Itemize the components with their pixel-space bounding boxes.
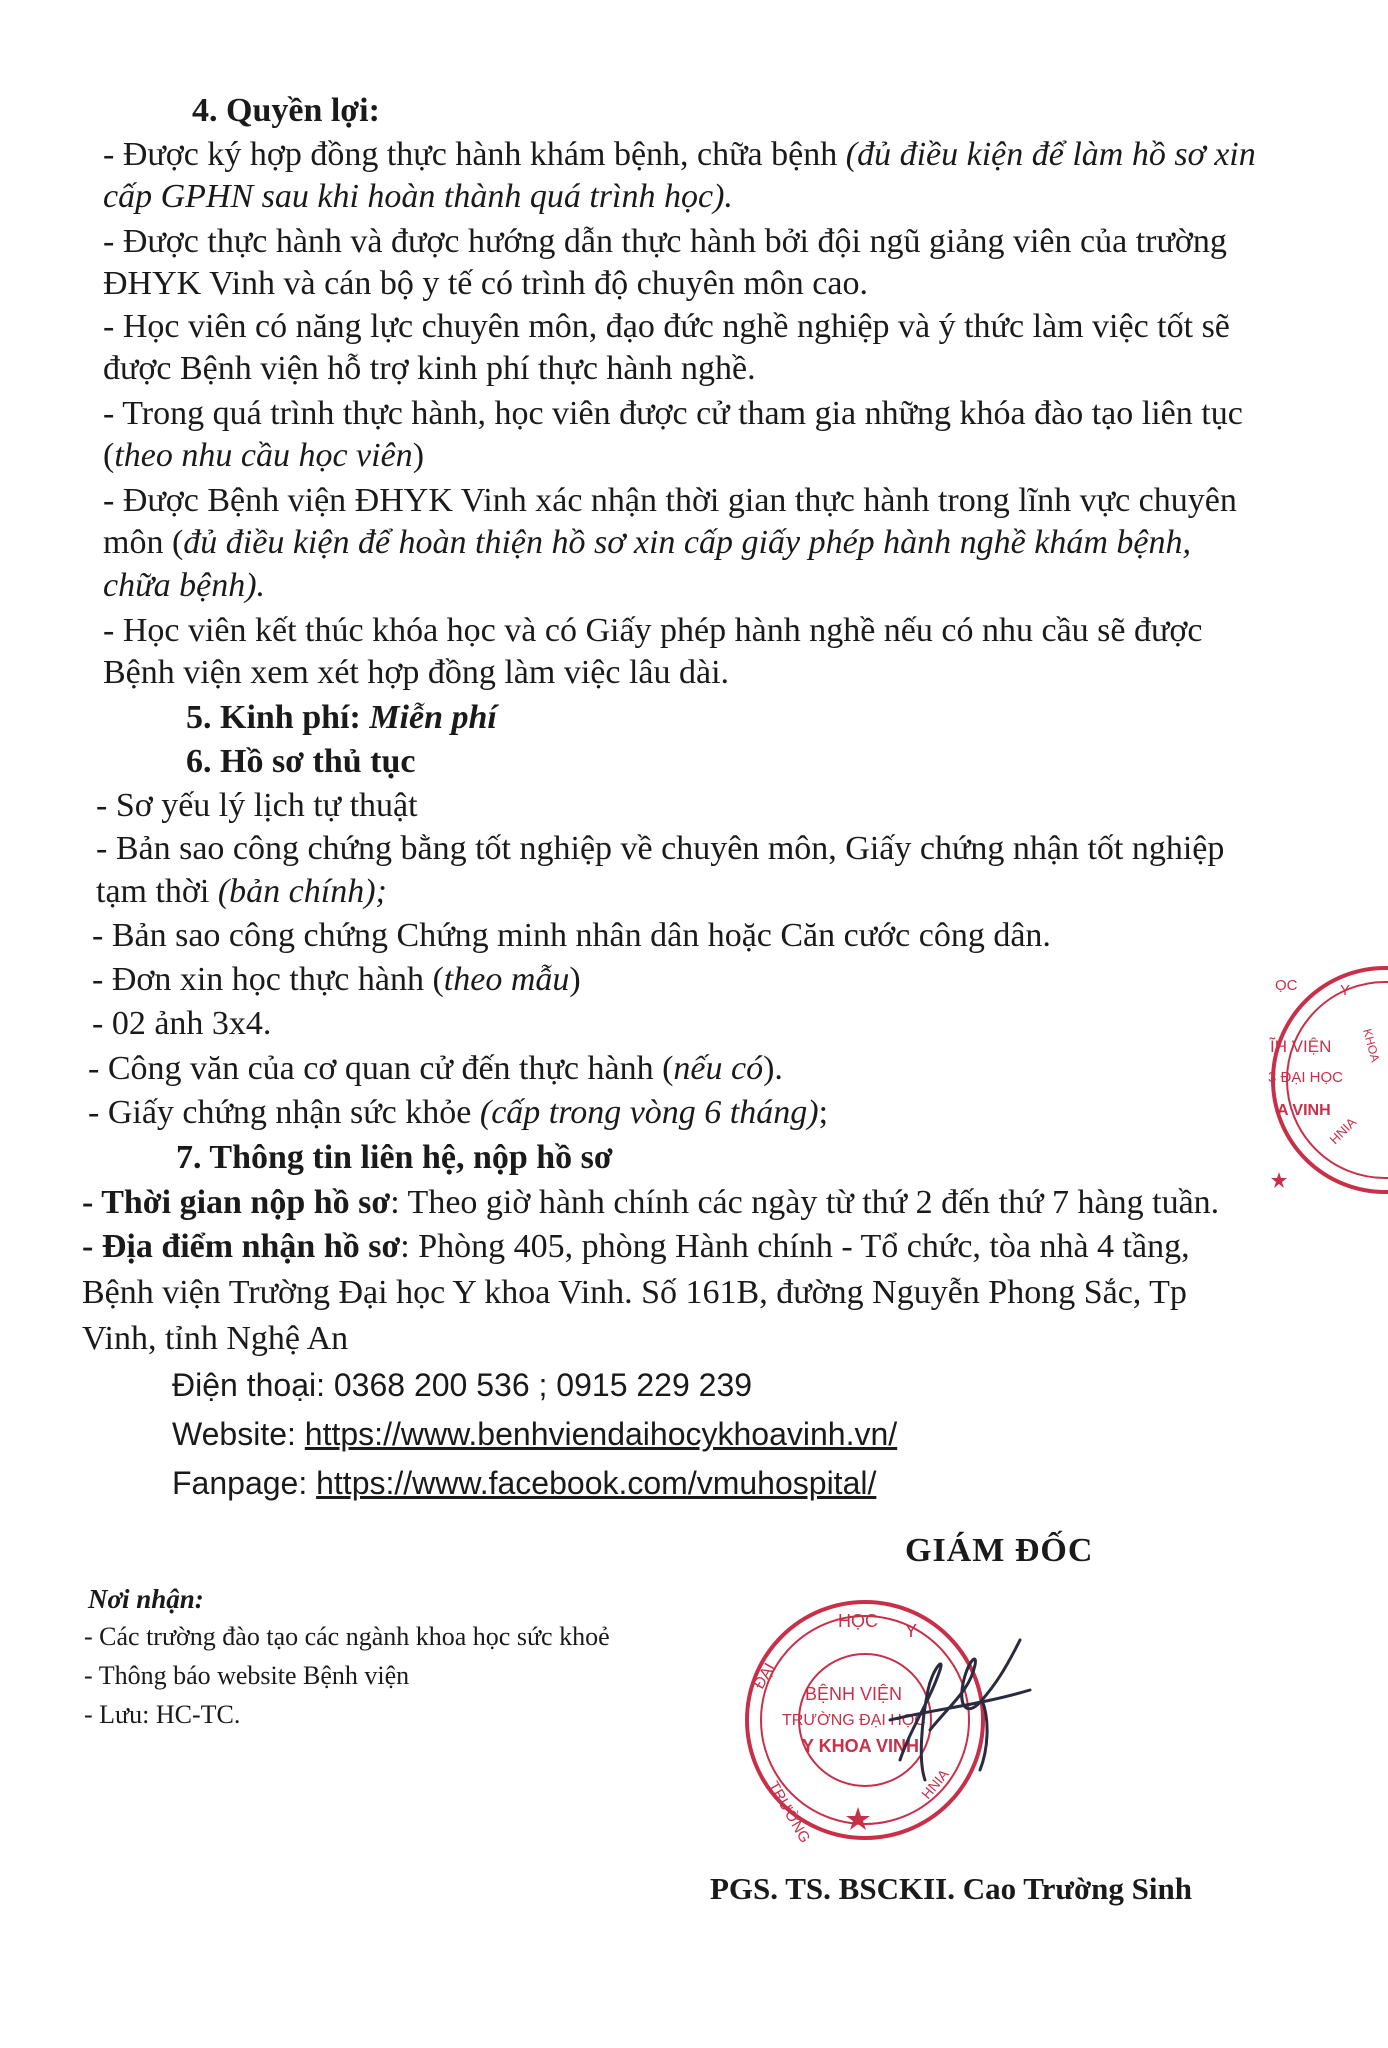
rights-line <box>103 522 1191 564</box>
fanpage-link[interactable]: https://www.facebook.com/vmuhospital/ <box>316 1465 877 1501</box>
rights-line: - Được Bệnh viện ĐHYK Vinh xác nhận thời gian thực hành trong lĩnh vực chuyên <box>103 482 1237 519</box>
phone-value: 0368 200 536 ; 0915 229 239 <box>333 1367 753 1403</box>
stamp-line3: Y KHOA VINH <box>802 1736 920 1756</box>
dossier-text: tạm thời <box>96 873 218 910</box>
contact-time-label: - Thời gian nộp hồ sơ <box>82 1184 391 1221</box>
signature-stroke <box>890 1640 1030 1780</box>
side-stamp-text: HNIA <box>1326 1114 1360 1148</box>
signer-name: PGS. TS. BSCKII. Cao Trường Sinh <box>710 1871 1192 1906</box>
rights-line <box>103 134 1256 176</box>
rights-line: Bệnh viện xem xét hợp đồng làm việc lâu dài. <box>103 654 730 691</box>
rights-text: ) <box>412 437 425 474</box>
side-stamp-text: ĨH VIỆN <box>1270 1037 1332 1056</box>
side-stamp-text: A VINH <box>1277 1102 1331 1119</box>
rights-line: - Học viên kết thúc khóa học và có Giấy phép hành nghề nếu có nhu cầu sẽ được <box>103 612 1203 649</box>
recipient-item: - Các trường đào tạo các ngành khoa học sức khoẻ <box>84 1622 610 1651</box>
side-stamp-star-icon <box>1271 1172 1287 1188</box>
section-dossier-heading: 6. Hồ sơ thủ tục <box>186 743 416 780</box>
dossier-text: - Đơn xin học thực hành ( <box>92 961 444 998</box>
stamp-arc-left-top: ĐẠI <box>750 1660 779 1692</box>
dossier-line: - Sơ yếu lý lịch tự thuật <box>96 787 418 824</box>
phone-label: Điện thoại: <box>172 1367 334 1403</box>
fees-label: 5. Kinh phí: <box>186 699 370 736</box>
dossier-line <box>96 871 387 913</box>
recipient-item: - Thông báo website Bệnh viện <box>84 1661 410 1690</box>
stamp-line2: TRƯỜNG ĐẠI HỌC <box>782 1712 926 1729</box>
dossier-text: ; <box>818 1094 829 1131</box>
stamp-arc-top: HỌC <box>838 1611 878 1631</box>
rights-line: - Được thực hành và được hướng dẫn thực hành bởi đội ngũ giảng viên của trường <box>103 223 1227 260</box>
dossier-text-italic: (cấp trong vòng 6 tháng) <box>479 1094 819 1131</box>
stamp-arc-bottom: HNIA <box>918 1766 952 1802</box>
rights-text: ( <box>103 437 115 474</box>
dossier-line <box>92 959 581 1001</box>
contact-phone-line <box>172 1364 752 1406</box>
rights-line: cấp GPHN sau khi hoàn thành quá trình học). <box>103 178 733 215</box>
contact-place-line <box>82 1226 1190 1268</box>
website-label: Website: <box>172 1416 305 1452</box>
contact-website-line <box>172 1413 897 1455</box>
rights-line: - Trong quá trình thực hành, học viên được cử tham gia những khóa đào tạo liên tục <box>103 395 1243 432</box>
contact-time-line <box>82 1182 1219 1224</box>
fanpage-label: Fanpage: <box>172 1465 317 1501</box>
fees-value: Miễn phí <box>369 699 497 736</box>
dossier-text: - Giấy chứng nhận sức khỏe <box>88 1094 480 1131</box>
rights-line: - Học viên có năng lực chuyên môn, đạo đức nghề nghiệp và ý thức làm việc tốt sẽ <box>103 308 1230 345</box>
dossier-text: - Công văn của cơ quan cử đến thực hành ( <box>88 1050 674 1087</box>
contact-time-value: : Theo giờ hành chính các ngày từ thứ 2 đến thứ 7 hàng tuần. <box>390 1184 1220 1221</box>
contact-place-line: Bệnh viện Trường Đại học Y khoa Vinh. Số 161B, đường Nguyễn Phong Sắc, Tp <box>82 1274 1187 1311</box>
side-stamp-text: KHOA <box>1360 1027 1383 1064</box>
rights-text-italic: (đủ điều kiện để làm hồ sơ xin <box>845 136 1256 173</box>
rights-text: - Được ký hợp đồng thực hành khám bệnh, chữa bệnh <box>103 136 846 173</box>
handwritten-signature <box>870 1610 1070 1810</box>
contact-place-line: Vinh, tỉnh Nghệ An <box>82 1320 349 1357</box>
section-rights-heading: 4. Quyền lợi: <box>192 92 380 129</box>
side-stamp-text: 3 ĐẠI HỌC <box>1268 1069 1344 1086</box>
section-contact-heading: 7. Thông tin liên hệ, nộp hồ sơ <box>176 1139 613 1176</box>
dossier-text-italic: (bản chính); <box>217 873 387 910</box>
recipients-title: Nơi nhận: <box>88 1584 204 1614</box>
side-stamp <box>1265 960 1388 1200</box>
contact-fanpage-line <box>172 1462 876 1504</box>
stamp-arc-left: TRƯỜNG <box>764 1778 814 1847</box>
rights-text-italic: đủ điều kiện để hoàn thiện hồ sơ xin cấp giấy phép hành nghề khám bệnh, <box>183 524 1191 561</box>
dossier-text: ) <box>569 961 581 998</box>
section-fees-heading <box>186 697 497 739</box>
website-link[interactable]: https://www.benhviendaihocykhoavinh.vn/ <box>304 1416 898 1452</box>
recipient-item: - Lưu: HC-TC. <box>84 1700 241 1729</box>
rights-line: được Bệnh viện hỗ trợ kinh phí thực hành nghề. <box>103 350 756 387</box>
stamp-arc-right: Y <box>905 1621 918 1641</box>
dossier-line: - Bản sao công chứng Chứng minh nhân dân hoặc Căn cước công dân. <box>92 917 1051 954</box>
dossier-text: ). <box>763 1050 783 1087</box>
contact-place-value: : Phòng 405, phòng Hành chính - Tổ chức, tòa nhà 4 tầng, <box>400 1228 1190 1265</box>
stamp-line1: BỆNH VIỆN <box>805 1684 903 1704</box>
signature-title: GIÁM ĐỐC <box>905 1532 1094 1569</box>
rights-line: chữa bệnh). <box>103 567 266 604</box>
dossier-text-italic: theo mẫu <box>443 961 570 998</box>
side-stamp-text: ỌC <box>1275 977 1298 994</box>
rights-text-italic: theo nhu cầu học viên <box>114 437 413 474</box>
stamp-star-icon <box>846 1807 870 1830</box>
rights-text: môn ( <box>103 524 184 561</box>
dossier-line <box>88 1092 828 1134</box>
dossier-line <box>88 1048 783 1090</box>
side-stamp-text: Y <box>1340 982 1351 999</box>
contact-place-label: - Địa điểm nhận hồ sơ <box>82 1228 401 1265</box>
dossier-line: - 02 ảnh 3x4. <box>92 1005 272 1042</box>
rights-line: ĐHYK Vinh và cán bộ y tế có trình độ chuyên môn cao. <box>103 265 868 302</box>
rights-line <box>103 435 424 477</box>
dossier-text-italic: nếu có <box>673 1050 764 1087</box>
dossier-line: - Bản sao công chứng bằng tốt nghiệp về chuyên môn, Giấy chứng nhận tốt nghiệp <box>96 830 1225 867</box>
